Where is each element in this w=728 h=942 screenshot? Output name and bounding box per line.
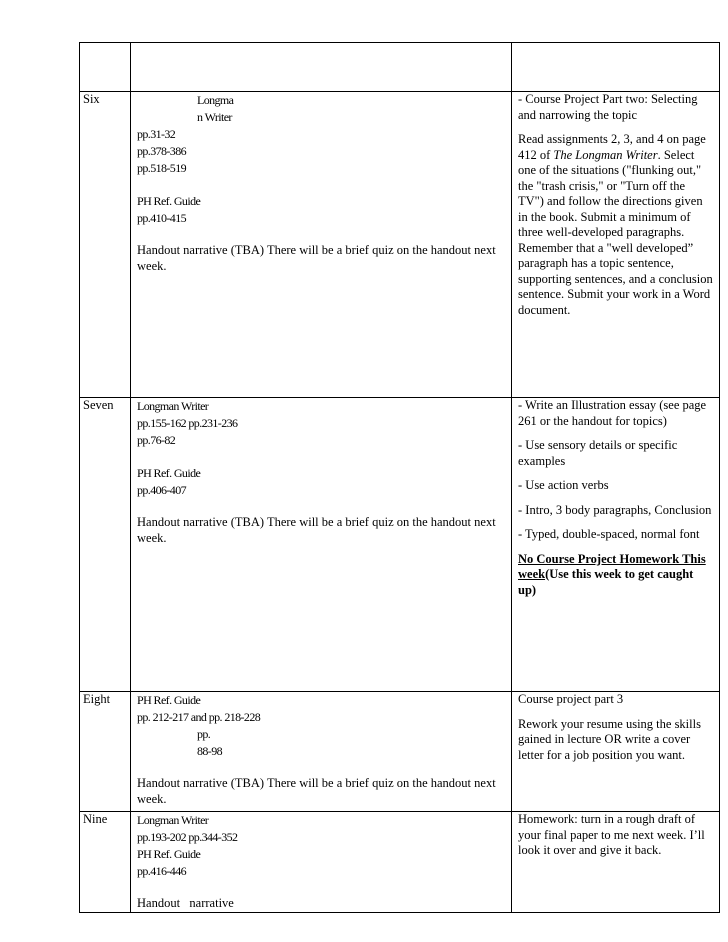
book-title-cont: n Writer (197, 110, 232, 124)
guide-title: PH Ref. Guide (137, 693, 201, 707)
week-cell (80, 398, 131, 692)
book-title-italic: The Longman Writer (553, 147, 658, 162)
handout-note: Handout narrative (137, 896, 234, 910)
homework-text: - Intro, 3 body paragraphs, Conclusion (518, 502, 712, 517)
page-range: pp.378-386 (137, 144, 186, 158)
handout-note: Handout narrative (TBA) There will be a brief quiz on the handout next week. (137, 776, 496, 806)
week-label: Six (83, 92, 100, 106)
handout-note: Handout narrative (TBA) There will be a brief quiz on the handout next week. (137, 243, 496, 273)
homework-text: Rework your resume using the skills gained in lecture OR write a cover letter for a job position you want. (518, 716, 701, 762)
table-row (80, 92, 720, 398)
book-title: Longman Writer (137, 399, 209, 413)
header-cell-week (80, 43, 131, 92)
readings-cell (131, 398, 512, 692)
homework-text: - Write an Illustration essay (see page 261 or the handout for topics) (518, 398, 707, 428)
table-row (80, 812, 720, 913)
header-cell-readings (131, 43, 512, 92)
homework-text: Homework: turn in a rough draft of your final paper to me next week. I’ll look it over and give it back. (518, 812, 705, 857)
page-range: pp.410-415 (137, 211, 186, 225)
homework-text: - Use action verbs (518, 478, 609, 492)
page-range: pp.518-519 (137, 161, 186, 175)
page-range: pp. (197, 727, 211, 741)
page-range: pp.155-162 pp.231-236 (137, 416, 238, 430)
homework-text: Read assignments 2, 3, and 4 on page 412 of The Longman Writer. Select one of the situations ("flunking out," the "trash crisis," or "Turn off the TV") and follow the directions given in the book. Submit a minimum of three well-developed paragraphs. Remember that a "well developed” paragraph has a topic sentence, supporting sentences, and a conclusion sentence. Submit your work in a Word document. (518, 132, 713, 317)
guide-title: PH Ref. Guide (137, 847, 201, 861)
homework-cell (512, 398, 720, 692)
homework-cell (512, 692, 720, 812)
homework-note: No Course Project Homework This week(Use this week to get caught up) (518, 551, 706, 597)
homework-cell (512, 92, 720, 398)
table-row (80, 692, 720, 812)
homework-text: - Use sensory details or specific examples (518, 438, 678, 468)
schedule-table (79, 42, 720, 913)
week-cell (80, 812, 131, 913)
week-label: Nine (83, 812, 108, 826)
homework-text: - Typed, double-spaced, normal font (518, 527, 700, 541)
page-range: pp.406-407 (137, 483, 186, 497)
homework-title: Course project part 3 (518, 692, 624, 706)
week-label: Eight (83, 692, 111, 706)
guide-title: PH Ref. Guide (137, 194, 201, 208)
homework-title: - Course Project Part two: Selecting and narrowing the topic (518, 92, 698, 122)
header-cell-homework (512, 43, 720, 92)
week-cell (80, 92, 131, 398)
book-title: Longma (197, 93, 234, 107)
page-range: pp.31-32 (137, 127, 176, 141)
readings-cell (131, 812, 512, 913)
handout-note: Handout narrative (TBA) There will be a brief quiz on the handout next week. (137, 515, 496, 545)
page-range: pp. 212-217 and pp. 218-228 (137, 710, 261, 724)
page-range: pp.76-82 (137, 433, 176, 447)
week-cell (80, 692, 131, 812)
page-range: pp.193-202 pp.344-352 (137, 830, 238, 844)
week-label: Seven (83, 398, 114, 412)
header-row (80, 43, 720, 92)
page-range: 88-98 (197, 744, 222, 758)
page-range: pp.416-446 (137, 864, 186, 878)
book-title: Longman Writer (137, 813, 209, 827)
table-row (80, 398, 720, 692)
readings-cell (131, 692, 512, 812)
readings-cell (131, 92, 512, 398)
guide-title: PH Ref. Guide (137, 466, 201, 480)
homework-cell (512, 812, 720, 913)
